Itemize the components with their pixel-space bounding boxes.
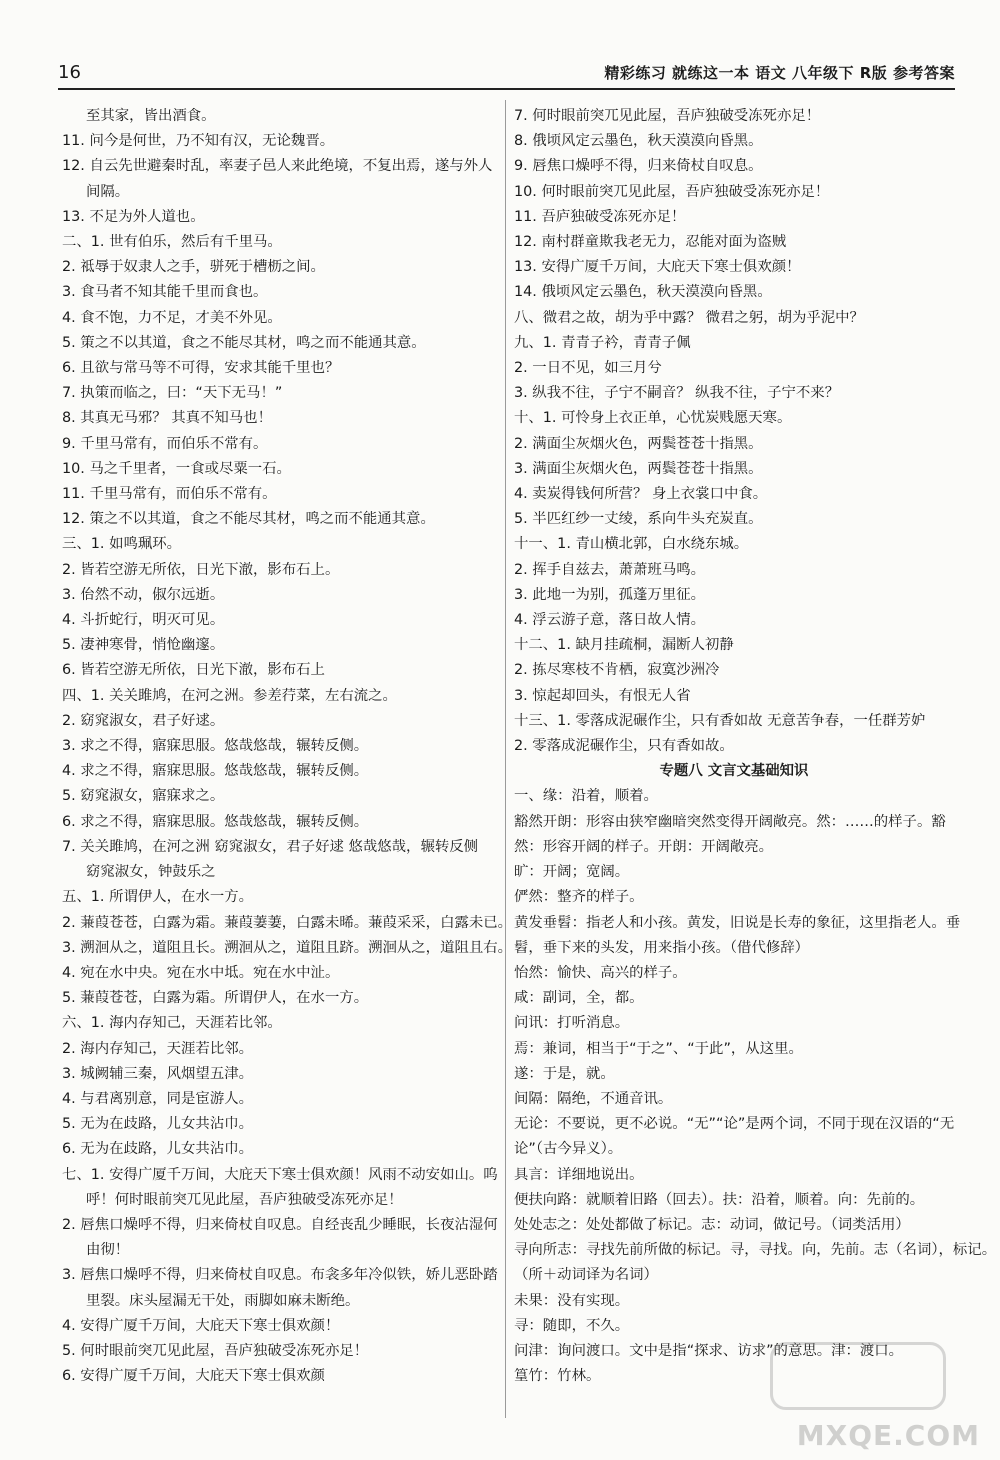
answer-line: 五、1. 所谓伊人，在水一方。 [62, 889, 253, 906]
answer-line: 论”（古今异义）。 [514, 1141, 623, 1158]
answer-line: 六、1. 海内存知己，天涯若比邻。 [62, 1015, 282, 1032]
answer-line: 2. 海内存知己，天涯若比邻。 [62, 1040, 253, 1057]
answer-line: 12. 自云先世避秦时乱，率妻子邑人来此绝境，不复出焉，遂与外人 [62, 158, 493, 175]
answer-line: 呼！何时眼前突兀见此屋，吾庐独破受冻死亦足！ [86, 1191, 403, 1208]
answer-line: 11. 问今是何世，乃不知有汉，无论魏晋。 [62, 133, 335, 150]
header-rule [58, 88, 955, 90]
answer-line: 4. 与君离别意，同是宦游人。 [62, 1090, 253, 1107]
answer-line: 髫，垂下来的头发，用来指小孩。（借代修辞） [514, 939, 810, 956]
watermark-logo [770, 1342, 946, 1410]
answer-line: 2. 一日不见，如三月兮 [514, 360, 662, 377]
answer-line: 10. 何时眼前突兀见此屋，吾庐独破受冻死亦足！ [514, 183, 830, 200]
page-header [58, 60, 955, 88]
watermark [740, 1342, 980, 1452]
answer-line: 便扶向路：就顺着旧路（回去）。扶：沿着，顺着。向：先前的。 [514, 1191, 925, 1208]
section-heading: 专题八 文言文基础知识 [659, 763, 809, 780]
answer-line: 3. 此地一为别，孤蓬万里征。 [514, 586, 705, 603]
answer-line: 由彻！ [86, 1242, 130, 1259]
answer-line: 九、1. 青青子衿，青青子佩 [514, 334, 691, 351]
left-column [62, 104, 513, 1389]
answer-line: 2. 窈窕淑女，君子好逑。 [62, 712, 225, 729]
answer-line: 七、1. 安得广厦千万间，大庇天下寒士俱欢颜！风雨不动安如山。呜 [62, 1166, 498, 1183]
answer-line: 7. 执策而临之，曰：“天下无马！” [62, 385, 283, 402]
answer-line: 2. 皆若空游无所依，日光下澈，影布石上。 [62, 561, 340, 578]
answer-line: 四、1. 关关雎鸠，在河之洲。参差荇菜，左右流之。 [62, 687, 397, 704]
answer-line: 5. 窈窕淑女，寤寐求之。 [62, 788, 225, 805]
answer-line: 4. 斗折蛇行，明灭可见。 [62, 612, 225, 629]
answer-line: 具言：详细地说出。 [514, 1166, 644, 1183]
answer-line: 问讯：打听消息。 [514, 1015, 630, 1032]
column-divider [505, 100, 506, 1418]
answer-line: 3. 纵我不往，子宁不嗣音？ 纵我不往，子宁不来？ [514, 385, 840, 402]
answer-line: 寻：随即，不久。 [514, 1317, 630, 1334]
answer-line: 黄发垂髫：指老人和小孩。黄发，旧说是长寿的象征，这里指老人。垂 [514, 914, 961, 931]
answer-line: 3. 溯洄从之，道阻且长。溯洄从之，道阻且跻。溯洄从之，道阻且右。 [62, 939, 513, 956]
answer-line: 9. 唇焦口燥呼不得，归来倚杖自叹息。 [514, 158, 763, 175]
answer-line: 13. 不足为外人道也。 [62, 208, 205, 225]
answer-line: 3. 城阙辅三秦，风烟望五津。 [62, 1065, 253, 1082]
watermark-text: MXQE.COM [796, 1419, 980, 1452]
answer-line: 9. 千里马常有，而伯乐不常有。 [62, 435, 268, 452]
answer-line: 豁然开朗：形容由狭窄幽暗突然变得开阔敞亮。然：……的样子。豁 [514, 813, 946, 830]
answer-line: 十、1. 可怜身上衣正单，心忧炭贱愿天寒。 [514, 410, 792, 427]
answer-line: 十二、1. 缺月挂疏桐，漏断人初静 [514, 637, 734, 654]
answer-line: 2. 零落成泥碾作尘，只有香如故。 [514, 738, 734, 755]
answer-line: 未果：没有实现。 [514, 1292, 630, 1309]
answer-line: 4. 食不饱，力不足，才美不外见。 [62, 309, 282, 326]
answer-line: 6. 皆若空游无所依，日光下澈，影布石上 [62, 662, 325, 679]
answer-line: 3. 佁然不动，俶尔远逝。 [62, 586, 225, 603]
answer-line: 2. 祗辱于奴隶人之手，骈死于槽枥之间。 [62, 259, 325, 276]
answer-line: 7. 何时眼前突兀见此屋，吾庐独破受冻死亦足！ [514, 108, 821, 124]
answer-line: 一、缘：沿着，顺着。 [514, 788, 658, 805]
answer-line: 焉：兼词，相当于“于之”、“于此”，从这里。 [514, 1040, 803, 1057]
answer-line: 5. 凄神寒骨，悄怆幽邃。 [62, 637, 225, 654]
answer-line: 12. 策之不以其道，食之不能尽其材，鸣之而不能通其意。 [62, 511, 435, 528]
answer-line: 间隔。 [86, 183, 130, 200]
page-number: 16 [58, 62, 81, 83]
answer-line: 十一、1. 青山横北郭，白水绕东城。 [514, 536, 749, 553]
answer-line: 6. 且欲与常马等不可得，安求其能千里也？ [62, 360, 340, 377]
answer-line: 3. 食马者不知其能千里而食也。 [62, 284, 268, 301]
answer-line: 遂：于是，就。 [514, 1065, 615, 1082]
answer-line: 4. 求之不得，寤寐思服。悠哉悠哉，辗转反侧。 [62, 763, 369, 780]
answer-line: 篁竹：竹林。 [514, 1368, 601, 1385]
answer-line: 窈窕淑女，钟鼓乐之 [86, 864, 216, 881]
answer-line: （所＋动词译为名词） [514, 1267, 658, 1284]
answer-line: 2. 唇焦口燥呼不得，归来倚杖自叹息。自经丧乱少睡眠，长夜沾湿何 [62, 1216, 498, 1233]
answer-line: 八、微君之故，胡为乎中露？ 微君之躬，胡为乎泥中？ [514, 309, 864, 326]
answer-line: 怡然：愉快、高兴的样子。 [514, 964, 687, 981]
answer-line: 十三、1. 零落成泥碾作尘，只有香如故 无意苦争春，一任群芳妒 [514, 712, 926, 729]
answer-line: 问津：询问渡口。文中是指“探求、访求”的意思。津：渡口。 [514, 1342, 904, 1359]
answer-line: 4. 卖炭得钱何所营？ 身上衣裳口中食。 [514, 486, 768, 503]
answer-line: 无论：不要说，更不必说。“无”“论”是两个词，不同于现在汉语的“无 [514, 1116, 955, 1133]
answer-line: 5. 策之不以其道，食之不能尽其材，鸣之而不能通其意。 [62, 334, 426, 351]
answer-line: 3. 满面尘灰烟火色，两鬓苍苍十指黑。 [514, 460, 763, 477]
answer-line: 2. 蒹葭苍苍，白露为霜。蒹葭萋萋，白露未晞。蒹葭采采，白露未已。 [62, 914, 513, 931]
answer-line: 12. 南村群童欺我老无力，忍能对面为盗贼 [514, 234, 787, 251]
answer-line: 10. 马之千里者，一食或尽粟一石。 [62, 460, 291, 477]
answer-line: 8. 其真无马邪？ 其真不知马也！ [62, 410, 272, 427]
answer-line: 2. 满面尘灰烟火色，两鬓苍苍十指黑。 [514, 435, 763, 452]
answer-line: 二、1. 世有伯乐，然后有千里马。 [62, 234, 282, 251]
answer-line: 2. 拣尽寒枝不肯栖，寂寞沙洲冷 [514, 662, 720, 679]
answer-line: 俨然：整齐的样子。 [514, 889, 644, 906]
answer-line: 2. 挥手自兹去，萧萧班马鸣。 [514, 561, 705, 578]
answer-line: 6. 安得广厦千万间，大庇天下寒士俱欢颜 [62, 1368, 325, 1385]
answer-line: 14. 俄顷风定云墨色，秋天漠漠向昏黑。 [514, 284, 772, 301]
answer-line: 3. 惊起却回头，有恨无人省 [514, 687, 691, 704]
answer-line: 5. 半匹红纱一丈绫，系向牛头充炭直。 [514, 511, 763, 528]
answer-line: 咸：副词，全，都。 [514, 990, 644, 1007]
answer-line: 3. 唇焦口燥呼不得，归来倚杖自叹息。布衾多年冷似铁，娇儿恶卧踏 [62, 1267, 498, 1284]
running-title: 精彩练习 就练这一本 语文 八年级下 R版 参考答案 [604, 64, 955, 82]
answer-line: 7. 关关雎鸠，在河之洲 窈窕淑女，君子好逑 悠哉悠哉，辗转反侧 [62, 838, 479, 855]
answer-line: 13. 安得广厦千万间，大庇天下寒士俱欢颜！ [514, 259, 801, 276]
answer-line: 里裂。床头屋漏无干处，雨脚如麻未断绝。 [86, 1292, 360, 1309]
answer-line: 5. 蒹葭苍苍，白露为霜。所谓伊人，在水一方。 [62, 990, 369, 1007]
answer-line: 3. 求之不得，寤寐思服。悠哉悠哉，辗转反侧。 [62, 738, 369, 755]
answer-line: 4. 宛在水中央。宛在水中坻。宛在水中沚。 [62, 964, 340, 981]
answer-line: 寻向所志：寻找先前所做的标记。寻，寻找。向，先前。志（名词），标记。 [514, 1242, 997, 1259]
answer-line: 间隔：隔绝，不通音讯。 [514, 1090, 673, 1107]
answer-line: 4. 安得广厦千万间，大庇天下寒士俱欢颜！ [62, 1317, 340, 1334]
answer-line: 4. 浮云游子意，落日故人情。 [514, 612, 705, 629]
answer-line: 至其家，皆出酒食。 [86, 108, 216, 124]
answer-line: 然：形容开阔的样子。开朗：开阔敞亮。 [514, 838, 774, 855]
answer-line: 11. 吾庐独破受冻死亦足！ [514, 208, 686, 225]
answer-line: 5. 无为在歧路，儿女共沾巾。 [62, 1116, 253, 1133]
answer-line: 11. 千里马常有，而伯乐不常有。 [62, 486, 277, 503]
answer-line: 8. 俄顷风定云墨色，秋天漠漠向昏黑。 [514, 133, 763, 150]
answer-line: 三、1. 如鸣珮环。 [62, 536, 182, 553]
answer-line: 处处志之：处处都做了标记。志：动词，做记号。（词类活用） [514, 1216, 910, 1233]
answer-line: 6. 无为在歧路，儿女共沾巾。 [62, 1141, 253, 1158]
right-column [514, 104, 997, 1389]
answer-line: 6. 求之不得，寤寐思服。悠哉悠哉，辗转反侧。 [62, 813, 369, 830]
answer-line: 旷：开阔；宽阔。 [514, 864, 630, 881]
answer-line: 5. 何时眼前突兀见此屋，吾庐独破受冻死亦足！ [62, 1342, 369, 1359]
